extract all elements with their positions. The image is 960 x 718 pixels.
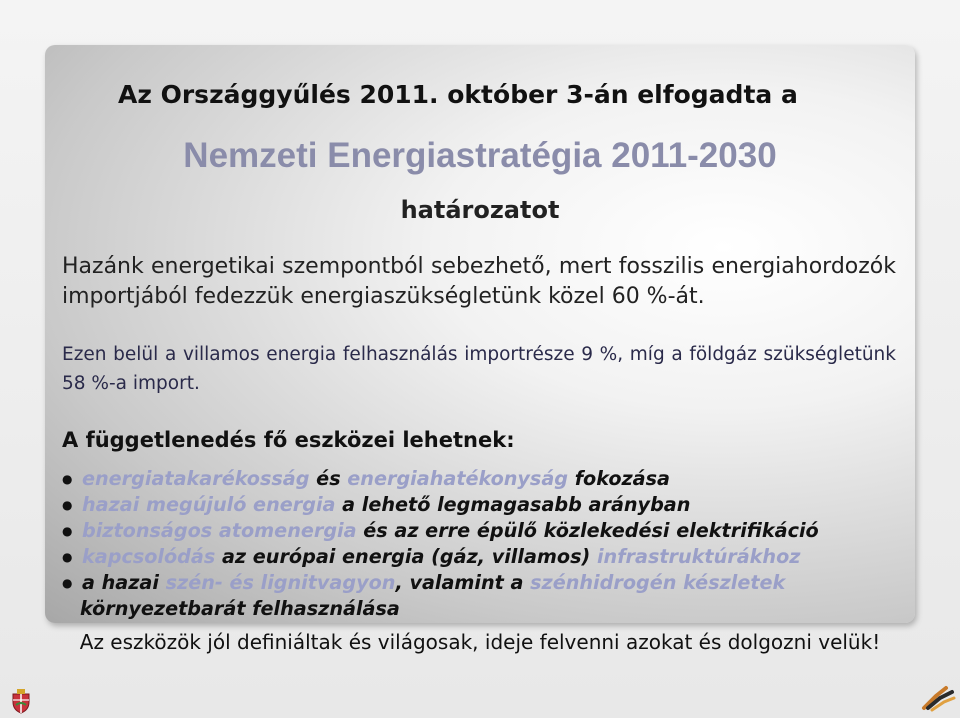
list-item: ● biztonságos atomenergia és az erre épülő közlekedési elektrifikáció bbox=[62, 519, 819, 542]
stylized-logo-icon bbox=[918, 682, 958, 714]
footer-conclusion: Az eszközök jól definiáltak és világosak, ideje felvenni azokat és dolgozni velük! bbox=[79, 630, 881, 654]
list-item: ● hazai megújuló energia a lehető legmagasabb arányban bbox=[62, 493, 691, 516]
paragraph-vulnerability: Hazánk energetikai szempontból sebezhető, mert fosszilis energiahordozók importjából fedezzük energiaszükségletünk közel 60 %-át. bbox=[62, 254, 896, 309]
bullet-icon: ● bbox=[62, 472, 73, 486]
focus-title: A függetlenedés fő eszközei lehetnek: bbox=[62, 428, 515, 452]
bullet-icon: ● bbox=[62, 524, 73, 538]
bullet-icon: ● bbox=[62, 550, 73, 564]
list-item-continuation: környezetbarát felhasználása bbox=[80, 597, 400, 620]
list-item: ● energiatakarékosság és energiahatékonyság fokozása bbox=[62, 467, 670, 490]
heading-resolution: határozatot bbox=[400, 196, 560, 224]
coat-of-arms-icon bbox=[8, 688, 34, 714]
tools-list bbox=[62, 466, 912, 622]
list-item: ● a hazai szén- és lignitvagyon, valamint a szénhidrogén készletek bbox=[62, 571, 786, 594]
heading-adopted: Az Országgyűlés 2011. október 3-án elfogadta a bbox=[118, 80, 798, 109]
list-item: ● kapcsolódás az európai energia (gáz, villamos) infrastruktúrákhoz bbox=[62, 545, 801, 568]
bullet-icon: ● bbox=[62, 498, 73, 512]
heading-strategy-title: Nemzeti Energiastratégia 2011-2030 bbox=[183, 136, 777, 175]
paragraph-import-share: Ezen belül a villamos energia felhasználás importrésze 9 %, míg a földgáz szükségletünk 58 %-a import. bbox=[62, 344, 896, 394]
bullet-icon: ● bbox=[62, 576, 73, 590]
